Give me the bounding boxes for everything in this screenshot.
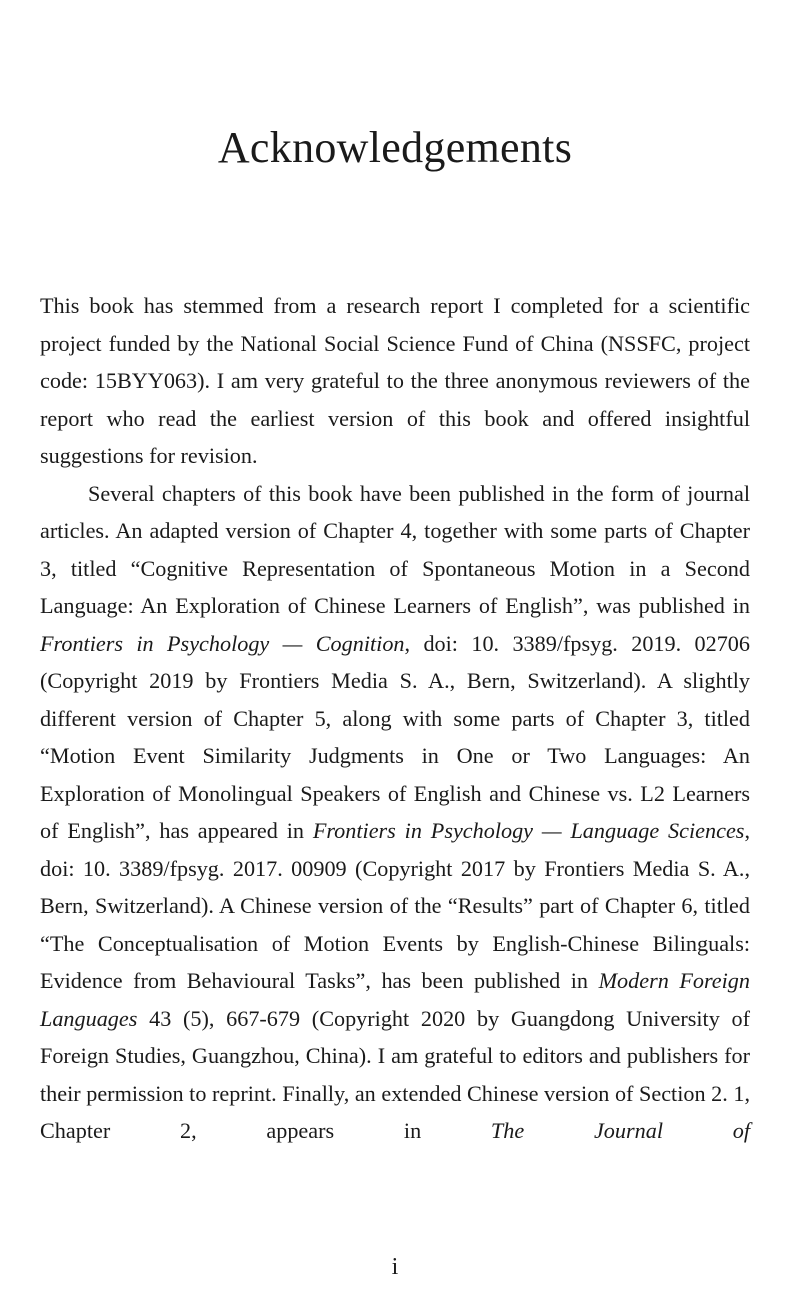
paragraph-1: This book has stemmed from a research report I completed for a scientific project funded by the National Social Science Fund of China (NSSFC, project code: 15BYY063). I am very grateful to the three anonymous reviewers of the report who read the earliest version of this book and offered insightful suggestions for revision. <box>40 293 750 468</box>
paragraph-2-text-4: 43 (5), 667-679 (Copyright 2020 by Guangdong University of Foreign Studies, Guangzhou, China). I am grateful to editors and publishers for their permission to reprint. Finally, an extended Chinese version of Section 2. 1, Chapter 2, appears in <box>40 1005 750 1143</box>
body-text <box>40 287 750 1150</box>
paragraph-2-text-2: , doi: 10. 3389/fpsyg. 2019. 02706 (Copyright 2019 by Frontiers Media S. A., Bern, Switzerland). A slightly different version of Chapter 5, along with some parts of Chapter 3, titled “Motion Event Similarity Judgments in One or Two Languages: An Exploration of Monolingual Speakers of English and Chinese vs. L2 Learners of English”, has appeared in <box>40 630 750 843</box>
journal-title-4: The Journal of <box>490 1118 750 1143</box>
paragraph-2-text-1: Several chapters of this book have been published in the form of journal articles. An adapted version of Chapter 4, together with some parts of Chapter 3, titled “Cognitive Representation of Spontaneous Motion in a Second Language: An Exploration of Chinese Learners of English”, was published in <box>40 480 750 618</box>
page-number: i <box>391 1254 399 1280</box>
journal-title-3: Modern Foreign Languages <box>40 968 750 1031</box>
page-title: Acknowledgements <box>217 123 573 172</box>
journal-title-1: Frontiers in Psychology — Cognition <box>40 630 405 656</box>
paragraph-2 <box>40 475 750 1150</box>
journal-title-2: Frontiers in Psychology — Language Sciences <box>312 818 745 843</box>
paragraph-2-text-3: , doi: 10. 3389/fpsyg. 2017. 00909 (Copyright 2017 by Frontiers Media S. A., Bern, Switzerland). A Chinese version of the “Results” part of Chapter 6, titled “The Conceptualisation of Motion Events by English-Chinese Bilinguals: Evidence from Behavioural Tasks”, has been published in <box>40 818 750 993</box>
